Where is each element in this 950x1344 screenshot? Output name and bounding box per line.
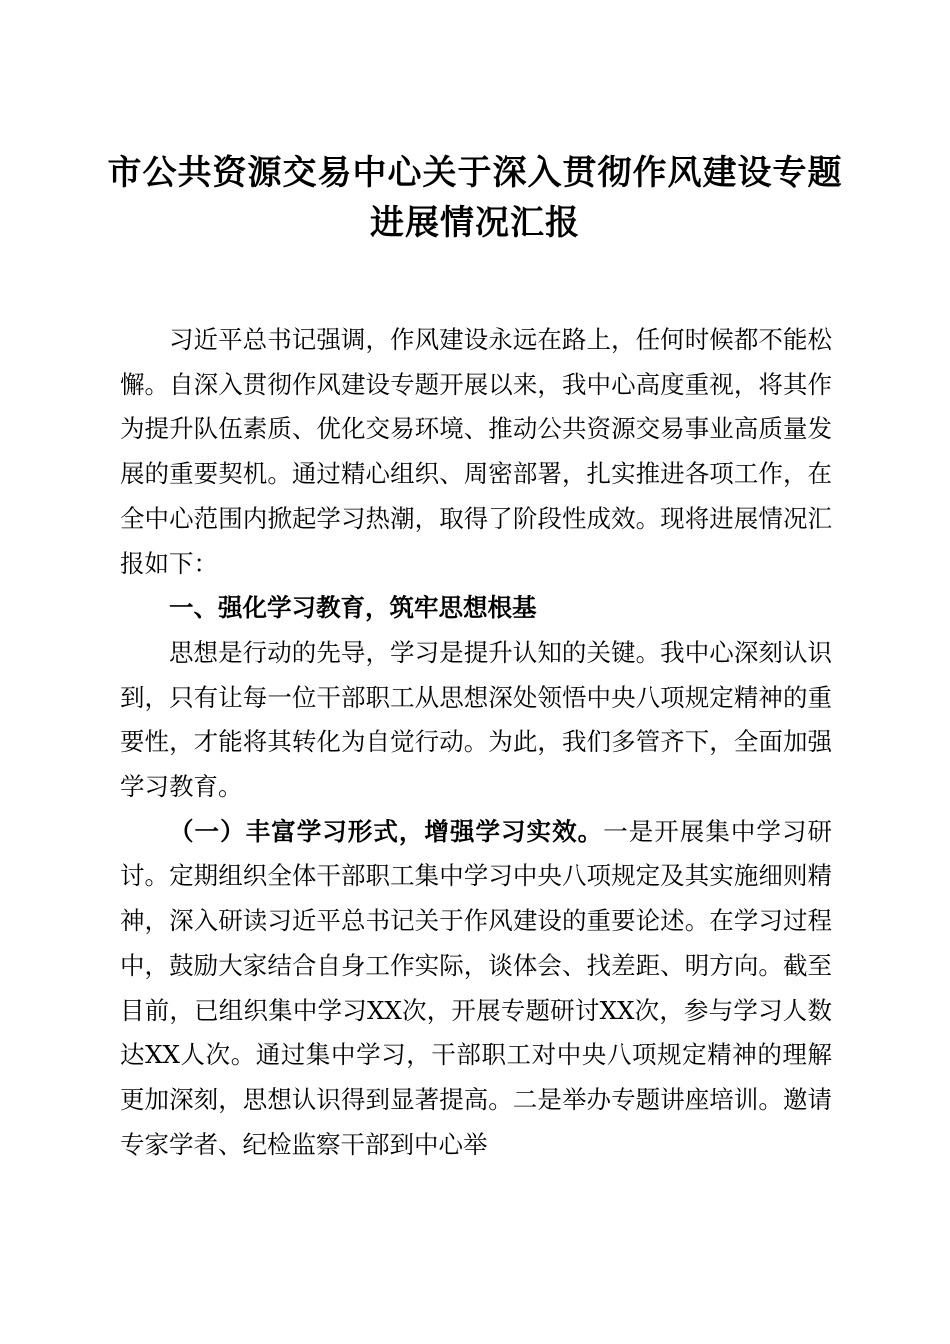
section-1-heading: 一、强化学习教育，筑牢思想根基 xyxy=(169,593,537,623)
intro-paragraph: 习近平总书记强调，作风建设永远在路上，任何时候都不能松懈。自深入贯彻作风建设专题开展以来，我中心高度重视，将其作为提升队伍素质、优化交易环境、推动公共资源交易事业高质量发展的重要契机。通过精心组织、周密部署，扎实推进各项工作，在全中心范围内掀起学习热潮，取得了阶段性成效。现将进展情况汇报如下： xyxy=(120,325,832,578)
subsection-1-text: 一是开展集中学习研讨。定期组织全体干部职工集中学习中央八项规定及其实施细则精神，深入研读习近平总书记关于作风建设的重要论述。在学习过程中，鼓励大家结合自身工作实际，谈体会、找差距、明方向。截至目前，已组织集中学习XX次，开展专题研讨XX次，参与学习人数达XX人次。通过集中学习，干部职工对中央八项规定精神的理解更加深刻，思想认识得到显著提高。二是举办专题讲座培训。邀请专家学者、纪检监察干部到中心举 xyxy=(120,816,833,1159)
subsection-1-heading: （一）丰富学习形式，增强学习实效。 xyxy=(169,816,604,846)
document-body xyxy=(120,318,832,1167)
subsection-1-paragraph xyxy=(120,810,832,1168)
section-1-paragraph: 思想是行动的先导，学习是提升认知的关键。我中心深刻认识到，只有让每一位干部职工从思想深处领悟中央八项规定精神的重要性，才能将其转化为自觉行动。为此，我们多管齐下，全面加强学习教育。 xyxy=(120,637,832,802)
document-title: 市公共资源交易中心关于深入贯彻作风建设专题进展情况汇报 xyxy=(107,153,843,243)
